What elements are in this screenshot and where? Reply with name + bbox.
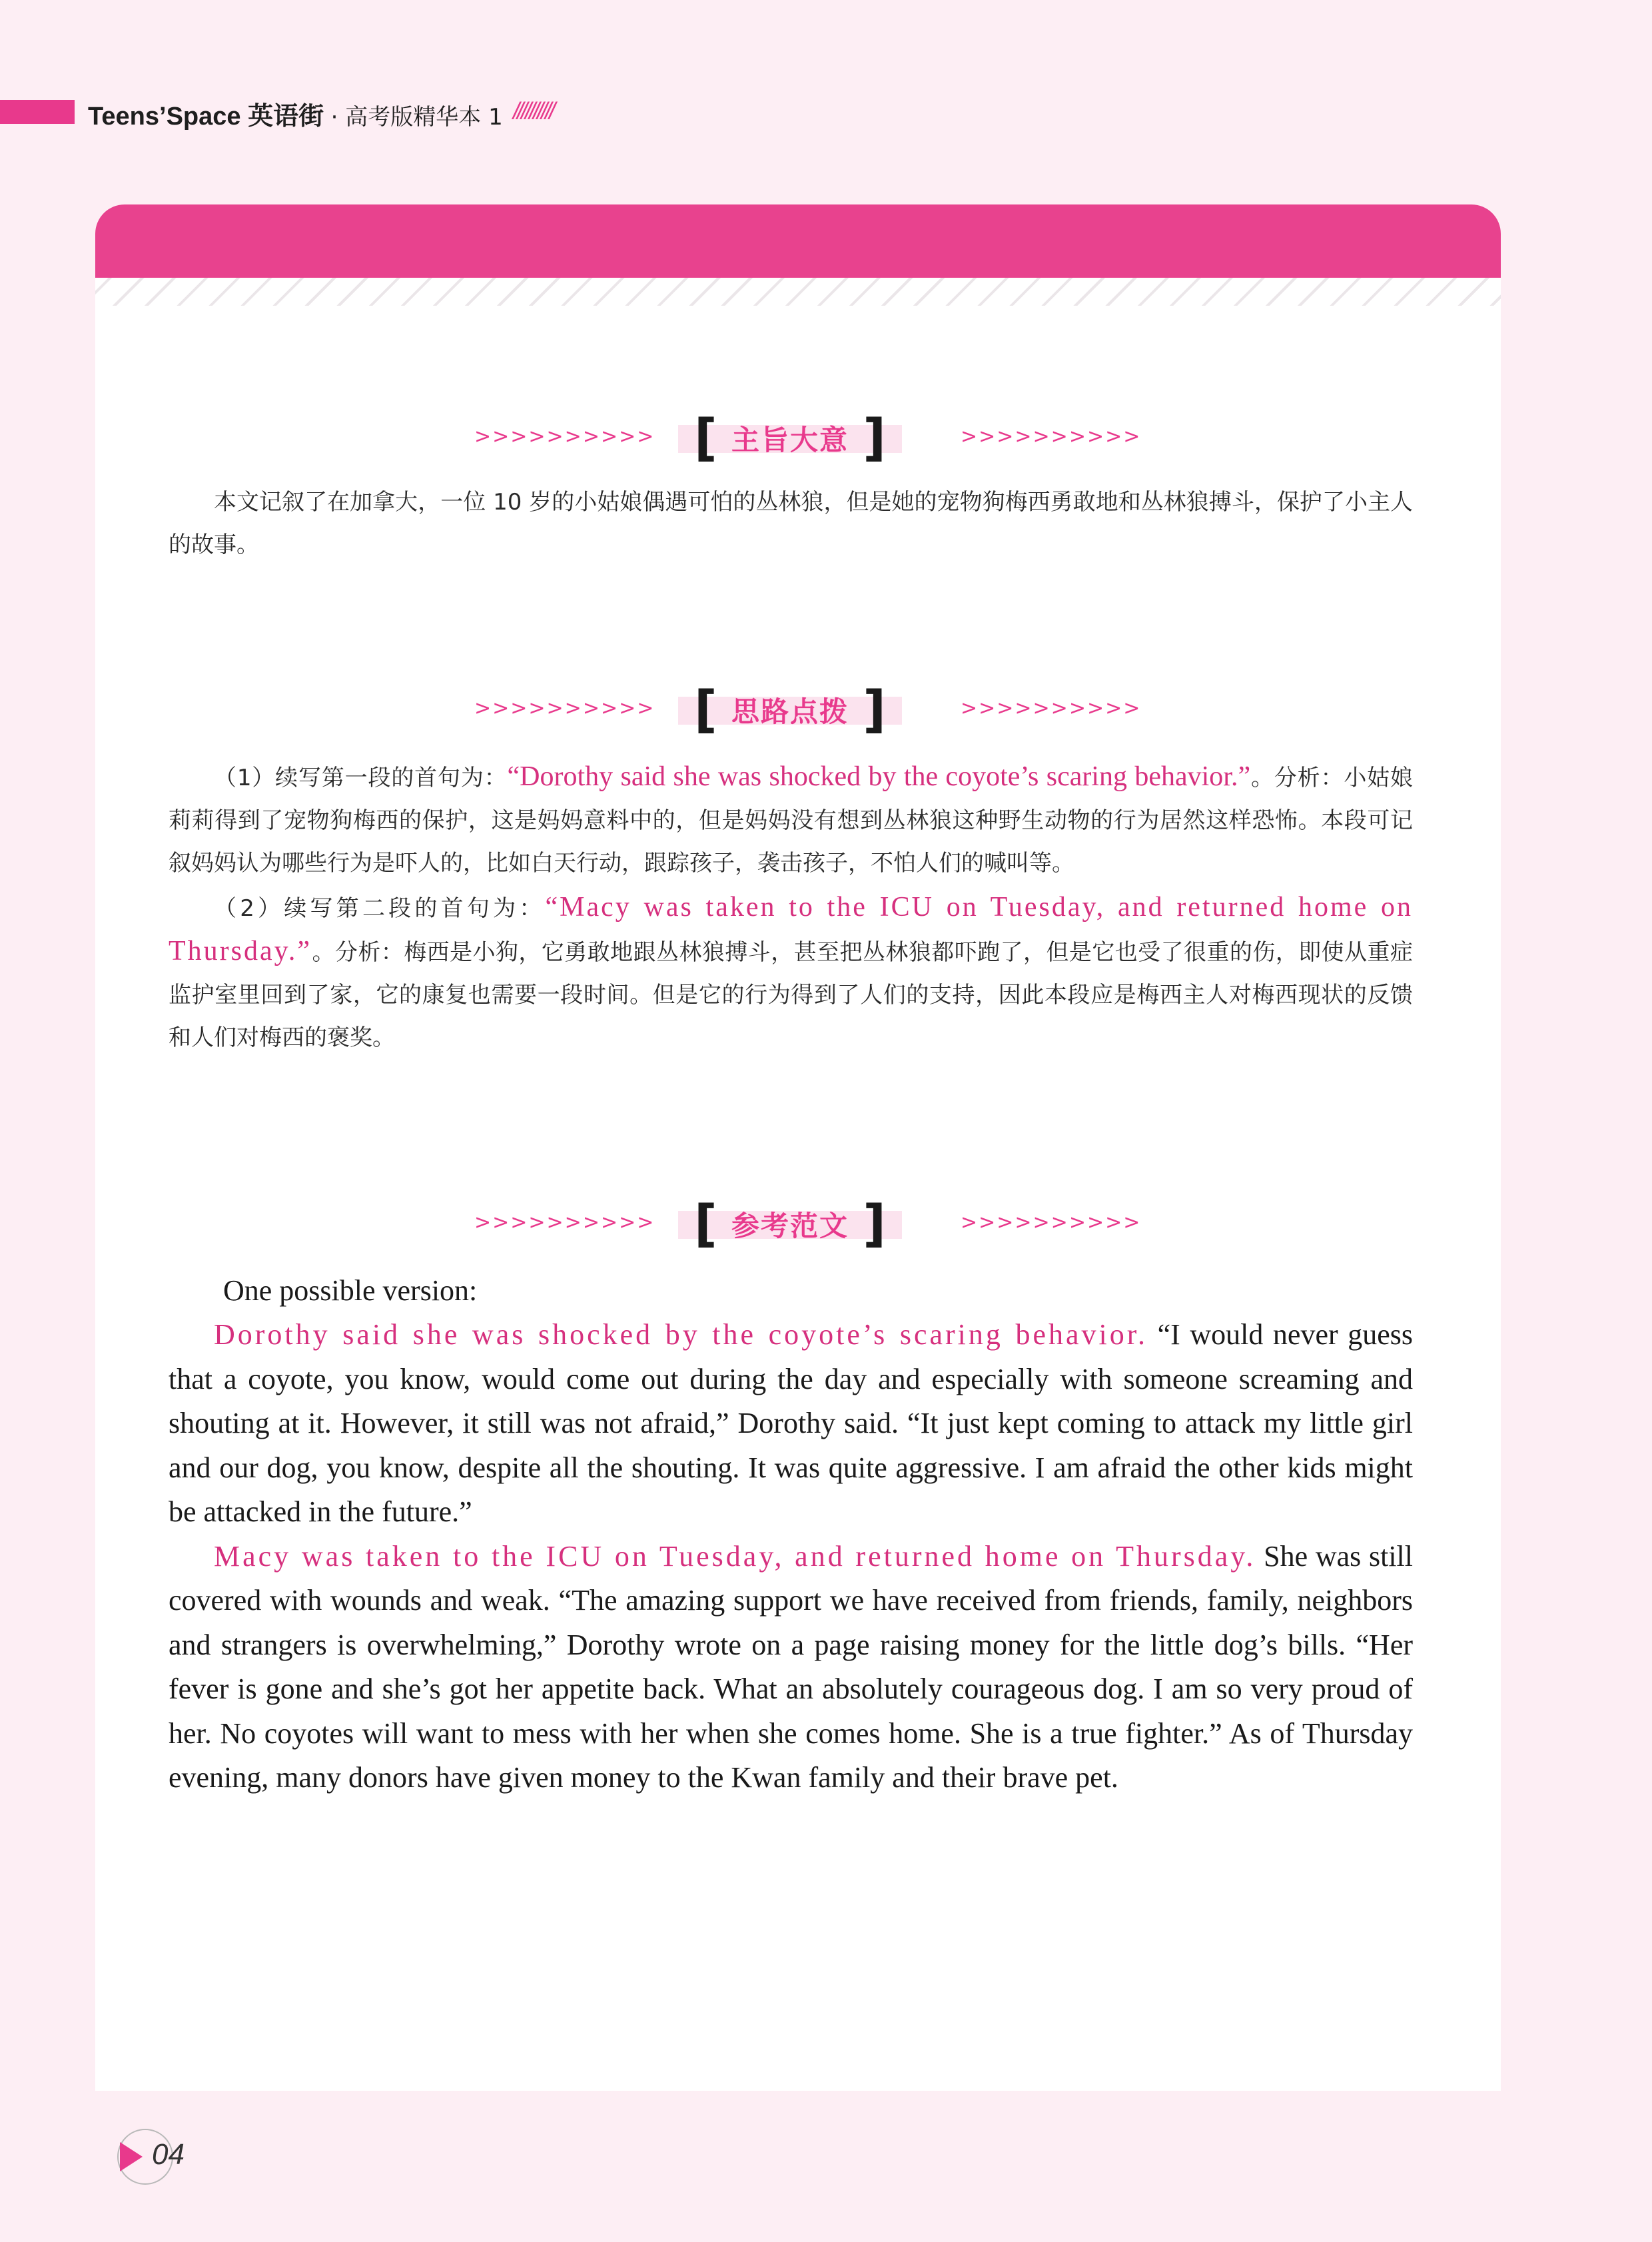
sample-heading: One possible version:	[223, 1274, 478, 1307]
header-subtitle: · 高考版精华本 1	[330, 104, 503, 131]
left-bracket: [	[694, 1194, 717, 1253]
arrows-left-decoration: >>>>>>>>>>	[474, 697, 655, 720]
analysis-p2-text: 。分析：梅西是小狗，它勇敢地跟丛林狼搏斗，甚至把丛林狼都吓跑了，但是它也受了很重的伤，即使从重症监护室里回到了家，它的康复也需要一段时间。但是它的行为得到了人们的支持，因此本段应是梅西主人对梅西现状的反馈和人们对梅西的褒奖。	[169, 939, 1413, 1051]
analysis-body	[169, 755, 1413, 1059]
section-title: 主旨大意	[731, 424, 849, 456]
section-title-box	[673, 1196, 907, 1256]
main-idea-paragraph: 本文记叙了在加拿大，一位 10 岁的小姑娘偶遇可怕的丛林狼，但是她的宠物狗梅西勇敢地和丛林狼搏斗，保护了小主人的故事。	[169, 489, 1413, 558]
left-bracket: [	[694, 679, 717, 739]
header-title-text: Teens’Space 英语街	[88, 103, 324, 131]
analysis-paragraph-1	[169, 755, 1413, 885]
arrows-left-decoration: >>>>>>>>>>	[474, 425, 655, 448]
right-bracket: ]	[863, 679, 886, 739]
analysis-p1-quote: “Dorothy said she was shocked by the coyote’s scaring behavior.”	[507, 761, 1251, 792]
card-top-band	[95, 204, 1501, 278]
right-bracket: ]	[863, 408, 886, 467]
header-slash-decoration: //////////	[513, 97, 554, 125]
sample-p1-body: “I would never guess that a coyote, you know, would come out during the day and especially with someone screaming and shouting at it. However, it still was not afraid,” Dorothy said. “It just kept coming to attack my little girl and our dog, you know, despite all the shouting. It was quite aggressive. I am afraid the other kids might be attacked in the future.”	[169, 1318, 1413, 1528]
sample-paragraph-2	[169, 1535, 1413, 1800]
sample-p2-body: She was still covered with wounds and weak. “The amazing support we have received from friends, family, neighbors and strangers is overwhelming,” Dorothy wrote on a page raising money for the little dog’s bills. “Her fever is gone and she’s got her appetite back. What an absolutely courageous dog. I am so very proud of her. No coyotes will want to mess with her when she comes home. She is a true fighter.” As of Thursday evening, many donors have given money to the Kwan family and their brave pet.	[169, 1539, 1413, 1794]
arrows-right-decoration: >>>>>>>>>>	[961, 1211, 1142, 1234]
page-number: 04	[152, 2138, 185, 2171]
sample-paragraph-1	[169, 1313, 1413, 1535]
section-title: 思路点拨	[731, 695, 849, 728]
left-bracket: [	[694, 408, 717, 467]
card-stripe-band	[95, 278, 1501, 306]
header-title	[88, 95, 503, 132]
sample-p2-lead: Macy was taken to the ICU on Tuesday, and returned home on Thursday.	[214, 1539, 1256, 1573]
section-title: 参考范文	[731, 1210, 849, 1242]
section-title-box	[673, 679, 907, 742]
right-bracket: ]	[863, 1194, 886, 1253]
analysis-p1-prefix: （1）续写第一段的首句为：	[214, 765, 508, 791]
analysis-p2-prefix: （2）续写第二段的首句为：	[214, 895, 546, 922]
section-title-box	[673, 410, 907, 470]
sample-p1-lead: Dorothy said she was shocked by the coyote’s scaring behavior.	[214, 1318, 1148, 1351]
sample-body	[169, 1269, 1413, 1800]
analysis-paragraph-2	[169, 886, 1413, 1059]
analysis-p1-text: 。分析：小姑娘莉莉得到了宠物狗梅西的保护，这是妈妈意料中的，但是妈妈没有想到丛林狼这种野生动物的行为居然这样恐怖。本段可记叙妈妈认为哪些行为是吓人的，比如白天行动，跟踪孩子，袭击孩子，不怕人们的喊叫等。	[169, 765, 1413, 877]
section-header-analysis	[0, 679, 1652, 742]
play-triangle-icon	[120, 2142, 143, 2171]
main-idea-body	[169, 481, 1413, 566]
arrows-right-decoration: >>>>>>>>>>	[961, 425, 1142, 448]
analysis-p2-quote: “Macy was taken to the ICU on Tuesday, and returned home on Thursday.”	[169, 892, 1413, 966]
section-header-main-idea	[0, 410, 1652, 470]
arrows-left-decoration: >>>>>>>>>>	[474, 1211, 655, 1234]
arrows-right-decoration: >>>>>>>>>>	[961, 697, 1142, 720]
section-header-sample	[0, 1196, 1652, 1256]
header-accent-bar	[0, 100, 75, 124]
